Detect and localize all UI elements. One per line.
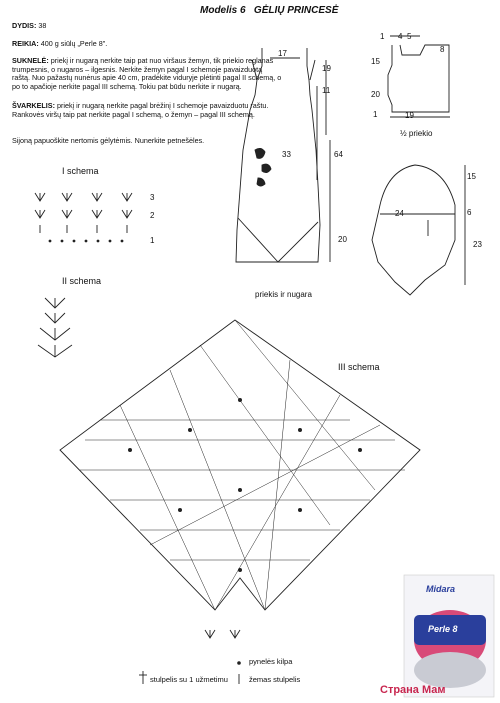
dim-11: 11	[322, 86, 331, 95]
dress-text: priekį ir nugarą nerkite taip pat nuo viršaus žemyn, tik priekio reglanas trumpesnis, o nugaros – ilgesnis. Nerkite žemyn pagal I schemoje pavaizduotą raštą. Nuo pažastų nunėrus apie 40 cm, pradėkite viduryje plėtinti pagal II schemą, o po to apačioje nerkite pagal III schemą. Tokiu pat būdu nerkite ir nugarą.	[12, 56, 282, 91]
size-value: 38	[38, 21, 47, 30]
top-dim-20: 20	[371, 90, 380, 99]
top-dim-8: 8	[440, 45, 445, 54]
legend-low: žemas stulpelis	[249, 675, 301, 684]
dim-17: 17	[278, 49, 287, 58]
schema-1-chart	[35, 193, 132, 233]
row-1: 1	[150, 236, 155, 245]
schema-1-label: I schema	[62, 166, 99, 176]
req-value: 400 g siūlų „Perle 8".	[40, 39, 108, 48]
sleeve-dim-6: 6	[467, 208, 472, 217]
finish-text: Sijoną papuoškite nertomis gėlytėmis. Nunerkite petnešėles.	[12, 136, 205, 145]
sleeve-dim-23: 23	[473, 240, 482, 249]
dim-33: 33	[282, 150, 291, 159]
top-dim-19: 19	[405, 111, 414, 120]
row-3: 3	[150, 193, 155, 202]
top-caption: ½ priekio	[400, 129, 433, 138]
top-dim-4: 4	[398, 32, 403, 41]
dim-64: 64	[334, 150, 343, 159]
top-dim-1b: 1	[373, 110, 378, 119]
chain-stitch-symbol	[237, 661, 241, 665]
dim-20: 20	[338, 235, 347, 244]
legend-chain: pynelės kilpa	[249, 657, 293, 666]
schema-2-chart	[38, 298, 72, 357]
watermark: Страна Мам	[380, 684, 446, 696]
sleeve-dim-24: 24	[395, 209, 404, 218]
row-2: 2	[150, 211, 155, 220]
schema-3-label: III schema	[338, 362, 380, 372]
model-title: GĖLIŲ PRINCESĖ	[253, 5, 339, 16]
dress-caption: priekis ir nugara	[255, 290, 312, 299]
top-dim-5: 5	[407, 32, 412, 41]
top-dim-15: 15	[371, 57, 380, 66]
legend-double: stulpelis su 1 užmetimu	[150, 675, 228, 684]
jacket-label: ŠVARKELIS:	[12, 101, 55, 110]
top-dim-1: 1	[380, 32, 385, 41]
sleeve-dim-15: 15	[467, 172, 476, 181]
schema-2-label: II schema	[62, 276, 102, 286]
ad-brand: Midara	[426, 584, 456, 594]
ad-product: Perle 8	[428, 624, 458, 634]
dress-label: SUKNELĖ:	[12, 56, 49, 65]
size-label: DYDIS:	[12, 21, 37, 30]
req-label: REIKIA:	[12, 39, 39, 48]
jacket-text: priekį ir nugarą nerkite pagal brėžinį I schemoje pavaizduotu raštu. Rankovės viršų taip pat nerkite pagal I schemą, o žemyn – pagal III schemą.	[12, 101, 269, 119]
sleeve-diagram	[372, 165, 465, 295]
dim-19: 19	[322, 64, 331, 73]
model-number: Modelis 6	[200, 5, 246, 16]
